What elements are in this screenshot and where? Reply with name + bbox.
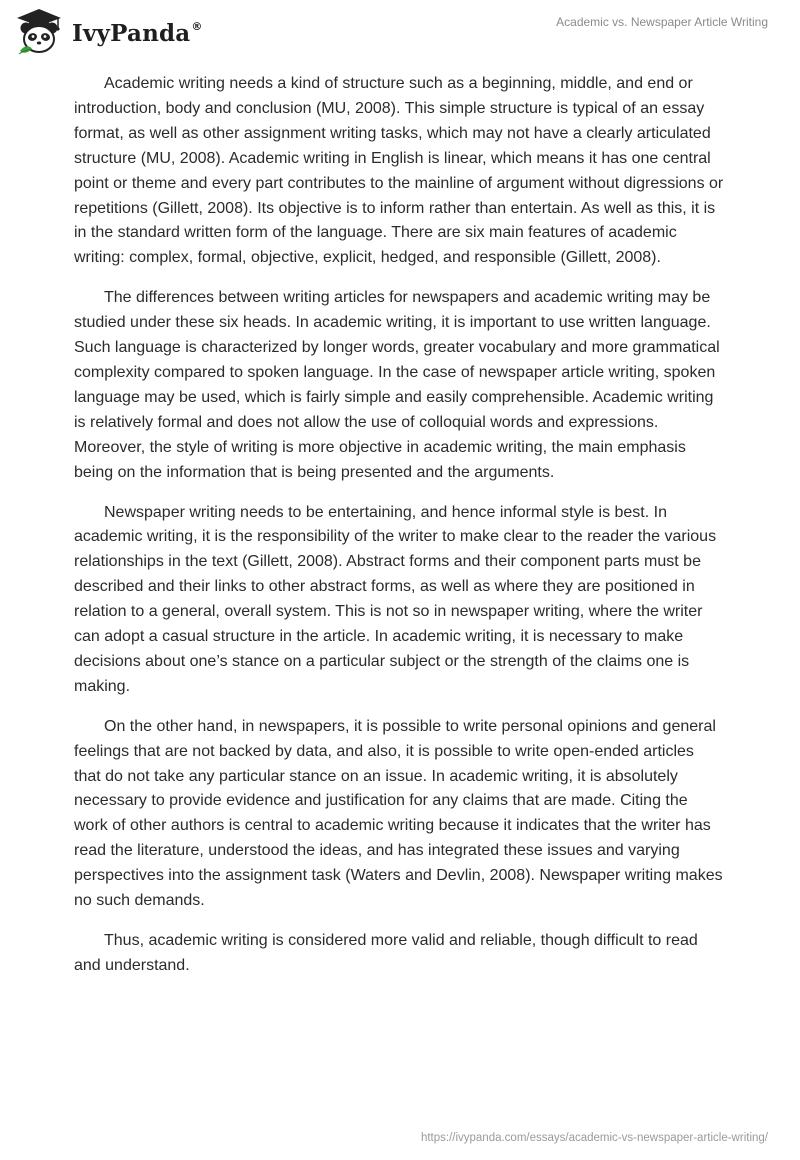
registered-mark: ® <box>191 19 203 33</box>
paragraph-3: Newspaper writing needs to be entertaining, and hence informal style is best. In academic writing, it is the responsibility of the writer to make clear to the reader the various relationships in the text (Gillett, 2008). Abstract forms and their component parts must be described and their links to other abstract forms, as well as where they are positioned in relation to a general, overall system. This is not so in newspaper writing, where the writer can adopt a casual structure in the article. In academic writing, it is necessary to make decisions about one’s stance on a particular subject or the strength of the claims one is making. <box>74 503 717 695</box>
paragraph-2: The differences between writing articles for newspapers and academic writing may be studied under these six heads. In academic writing, it is important to use written language. Such language is characterized by longer words, greater vocabulary and more grammatical complexity compared to spoken language. In the case of newspaper article writing, spoken language may be used, which is fairly simple and easily comprehensible. Academic writing is relatively formal and does not allow the use of colloquial words and expressions. Moreover, the style of writing is more objective in academic writing, the main emphasis being on the information that is being presented and the arguments. <box>74 289 720 481</box>
paragraph-1: Academic writing needs a kind of structure such as a beginning, middle, and end or introduction, body and conclusion (MU, 2008). This simple structure is typical of an essay format, as well as other assignment writing tasks, which may not have a clearly articulated structure (MU, 2008). Academic writing in English is linear, which means it has one central point or theme and every part contributes to the mainline of argument without digressions or repetitions (Gillett, 2008). Its objective is to inform rather than entertain. As well as this, it is in the standard written form of the language. There are six main features of academic writing: complex, formal, objective, explicit, hedged, and responsible (Gillett, 2008). <box>74 75 724 267</box>
page-header <box>0 0 800 70</box>
source-url-link[interactable]: https://ivypanda.com/essays/academic-vs-newspaper-article-writing/ <box>420 1132 768 1144</box>
brand-logo[interactable] <box>14 6 203 58</box>
document-title: Academic vs. Newspaper Article Writing <box>556 15 768 29</box>
paragraph-5: Thus, academic writing is considered more valid and reliable, though difficult to read and understand. <box>74 932 698 974</box>
paragraph-4: On the other hand, in newspapers, it is possible to write personal opinions and general feelings that are not backed by data, and also, it is possible to write open-ended articles that do not take any particular stance on an issue. In academic writing, it is absolutely necessary to provide evidence and justification for any claims that are made. Citing the work of other authors is central to academic writing because it indicates that the writer has read the literature, understood the ideas, and has integrated these issues and varying perspectives into the assignment task (Waters and Devlin, 2008). Newspaper writing makes no such demands. <box>74 717 723 910</box>
brand-name <box>72 20 203 47</box>
article-body <box>74 72 724 994</box>
panda-graduate-icon <box>14 7 64 57</box>
brand-name-text: IvyPanda <box>72 19 191 47</box>
